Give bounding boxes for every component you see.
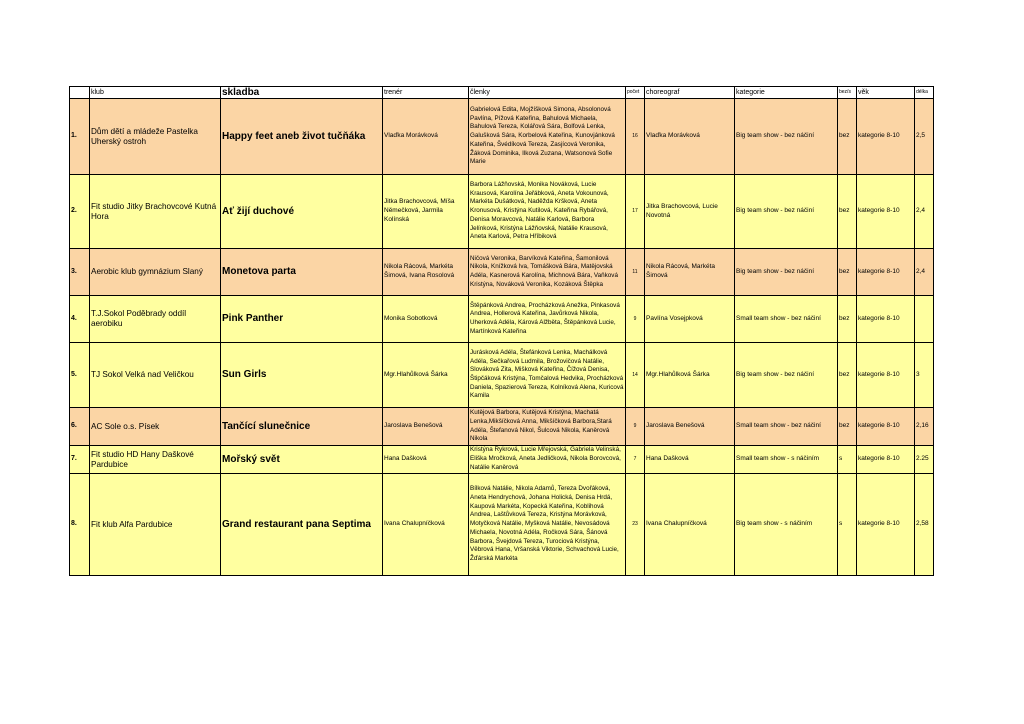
length-cell: 2,4 bbox=[915, 249, 934, 296]
trainer-cell: Mgr.Hlahůlková Šárka bbox=[383, 343, 469, 408]
choreographer-cell: Hana Dašková bbox=[645, 446, 735, 474]
composition-cell: Happy feet aneb život tučňáka bbox=[221, 99, 383, 175]
header-num bbox=[70, 87, 90, 99]
table-row bbox=[70, 249, 934, 296]
category-cell: Big team show - bez náčiní bbox=[735, 343, 838, 408]
header-choreograf: choreograf bbox=[645, 87, 735, 99]
choreographer-cell: Mgr.Hlahůlková Šárka bbox=[645, 343, 735, 408]
header-delka: délka bbox=[915, 87, 934, 99]
trainer-cell: Ivana Chalupníčková bbox=[383, 474, 469, 576]
row-number: 5. bbox=[70, 343, 90, 408]
composition-cell: Mořský svět bbox=[221, 446, 383, 474]
table-row bbox=[70, 175, 934, 249]
category-cell: Small team show - bez náčiní bbox=[735, 408, 838, 446]
members-cell: Štěpánková Andrea, Procházková Anežka, Pinkasová Andrea, Hollerová Kateřina, Javůrková Nikola, Uherková Adéla, Kárová Alžběta, Štěpánková Lucie, Martínková Kateřina bbox=[469, 296, 626, 343]
header-clenky: členky bbox=[469, 87, 626, 99]
header-trener: trenér bbox=[383, 87, 469, 99]
category-cell: Big team show - bez náčiní bbox=[735, 175, 838, 249]
category-cell: Big team show - bez náčiní bbox=[735, 99, 838, 175]
trainer-cell: Vlaďka Morávková bbox=[383, 99, 469, 175]
club-cell: Fit studio HD Hany Daškové Pardubice bbox=[90, 446, 221, 474]
trainer-cell: Nikola Rácová, Markéta Šimová, Ivana Rosolová bbox=[383, 249, 469, 296]
props-cell: s bbox=[838, 446, 857, 474]
table-row bbox=[70, 474, 934, 576]
length-cell: 2,4 bbox=[915, 175, 934, 249]
props-cell: bez bbox=[838, 343, 857, 408]
count-cell: 7 bbox=[626, 446, 645, 474]
header-pocet: počet bbox=[626, 87, 645, 99]
composition-cell: Monetova parta bbox=[221, 249, 383, 296]
age-cell: kategorie 8-10 bbox=[857, 408, 915, 446]
length-cell: 2.25 bbox=[915, 446, 934, 474]
age-cell: kategorie 8-10 bbox=[857, 296, 915, 343]
composition-cell: Grand restaurant pana Septima bbox=[221, 474, 383, 576]
club-cell: Aerobic klub gymnázium Slaný bbox=[90, 249, 221, 296]
trainer-cell: Monika Sobotková bbox=[383, 296, 469, 343]
club-cell: Fit klub Alfa Pardubice bbox=[90, 474, 221, 576]
props-cell: bez bbox=[838, 408, 857, 446]
choreographer-cell: Vlaďka Morávková bbox=[645, 99, 735, 175]
props-cell: bez bbox=[838, 296, 857, 343]
age-cell: kategorie 8-10 bbox=[857, 446, 915, 474]
age-cell: kategorie 8-10 bbox=[857, 249, 915, 296]
choreographer-cell: Pavlína Vosejpková bbox=[645, 296, 735, 343]
age-cell: kategorie 8-10 bbox=[857, 343, 915, 408]
choreographer-cell: Jitka Brachovcová, Lucie Novotná bbox=[645, 175, 735, 249]
header-row bbox=[70, 87, 934, 99]
members-cell: Ničová Veronika, Barvíková Kateřina, Šamonilová Nikola, Knížková Iva, Tomášková Bára, Matějovská Adéla, Kasnerová Karolína, Michnová Bára, Vaňková Kristýna, Nováková Veronika, Kozáková Štěpka bbox=[469, 249, 626, 296]
row-number: 4. bbox=[70, 296, 90, 343]
age-cell: kategorie 8-10 bbox=[857, 474, 915, 576]
props-cell: bez bbox=[838, 175, 857, 249]
length-cell: 2,58 bbox=[915, 474, 934, 576]
members-cell: Gabrielová Edita, Mojžíšková Simona, Absolonová Pavlína, Pížová Kateřina, Bahulová Michaela, Bahulová Tereza, Kolářová Sára, Bolfová Lenka, Galušková Sára, Korbelová Kateřina, Kunovjánková Kateřina, Švédíková Tereza, Zasjícová Veronika, Žáková Dominika, Ilková Zuzana, Watsonová Sofie Marie bbox=[469, 99, 626, 175]
table-row bbox=[70, 446, 934, 474]
choreographer-cell: Jaroslava Benešová bbox=[645, 408, 735, 446]
props-cell: bez bbox=[838, 99, 857, 175]
row-number: 2. bbox=[70, 175, 90, 249]
header-klub: klub bbox=[90, 87, 221, 99]
registration-table bbox=[69, 86, 934, 576]
age-cell: kategorie 8-10 bbox=[857, 175, 915, 249]
count-cell: 11 bbox=[626, 249, 645, 296]
header-skladba: skladba bbox=[221, 87, 383, 99]
members-cell: Bílková Natálie, Nikola Adamů, Tereza Dvořáková, Aneta Hendrychová, Johana Holická, Denisa Hrdá, Kaupová Markéta, Kopecká Kateřina, Koblihová Andrea, Laštůvková Tereza, Kristýna Morávková, Motyčková Natálie, Myšková Natálie, Nevosádová Michaela, Novotná Adéla, Ročková Sára, Šánová Barbora, Švejdová Tereza, Turociová Kristýna, Věbrová Hana, Vršanská Viktorie, Schvachová Lucie, Žďárská Markéta bbox=[469, 474, 626, 576]
row-number: 6. bbox=[70, 408, 90, 446]
count-cell: 23 bbox=[626, 474, 645, 576]
age-cell: kategorie 8-10 bbox=[857, 99, 915, 175]
club-cell: Dům dětí a mládeže Pastelka Uherský ostroh bbox=[90, 99, 221, 175]
composition-cell: Sun Girls bbox=[221, 343, 383, 408]
count-cell: 17 bbox=[626, 175, 645, 249]
length-cell: 3 bbox=[915, 343, 934, 408]
row-number: 3. bbox=[70, 249, 90, 296]
length-cell: 2,16 bbox=[915, 408, 934, 446]
trainer-cell: Hana Dašková bbox=[383, 446, 469, 474]
header-bezs: bez/s bbox=[838, 87, 857, 99]
composition-cell: Pink Panther bbox=[221, 296, 383, 343]
trainer-cell: Jaroslava Benešová bbox=[383, 408, 469, 446]
row-number: 8. bbox=[70, 474, 90, 576]
members-cell: Jurásková Adéla, Štefánková Lenka, Machálková Adéla, Sečkařová Ludmila, Brožovičová Natálie, Slováková Zita, Mišková Kateřina, Čížová Denisa, Štipčáková Kristýna, Tomčalová Hedvika, Procházková Daniela, Spazierová Tereza, Kolníková Alena, Kuricová Kamila bbox=[469, 343, 626, 408]
count-cell: 9 bbox=[626, 408, 645, 446]
choreographer-cell: Ivana Chalupníčková bbox=[645, 474, 735, 576]
row-number: 1. bbox=[70, 99, 90, 175]
club-cell: Fit studio Jitky Brachovcové Kutná Hora bbox=[90, 175, 221, 249]
members-cell: Kutějová Barbora, Kutějová Kristýna, Machatá Lenka,Mikšíčková Anna, Mikšíčková Barbora,Stará Adéla, Štefanová Nikol, Šulcová Nikola, Kaněrová Nikola bbox=[469, 408, 626, 446]
count-cell: 16 bbox=[626, 99, 645, 175]
header-vek: věk bbox=[857, 87, 915, 99]
table-row bbox=[70, 99, 934, 175]
category-cell: Big team show - s náčiním bbox=[735, 474, 838, 576]
trainer-cell: Jitka Brachovcová, Míša Němečková, Jarmila Kolínská bbox=[383, 175, 469, 249]
category-cell: Small team show - s náčiním bbox=[735, 446, 838, 474]
count-cell: 14 bbox=[626, 343, 645, 408]
members-cell: Barbora Lážňovská, Monika Nováková, Lucie Krausová, Karolína Jeřábková, Aneta Vokounová, Markéta Dušátková, Naděžda Kršková, Aneta Kronusová, Kristýna Kutilová, Kateřina Rybářová, Denisa Moravcová, Natálie Karlová, Barbora Jelínková, Kristýna Lážňovská, Natálie Krausová, Aneta Karlová, Petra Hříbiková bbox=[469, 175, 626, 249]
category-cell: Small team show - bez náčiní bbox=[735, 296, 838, 343]
club-cell: TJ Sokol Velká nad Veličkou bbox=[90, 343, 221, 408]
table-row bbox=[70, 296, 934, 343]
row-number: 7. bbox=[70, 446, 90, 474]
category-cell: Big team show - bez náčiní bbox=[735, 249, 838, 296]
composition-cell: Tančící slunečnice bbox=[221, 408, 383, 446]
length-cell bbox=[915, 296, 934, 343]
table-row bbox=[70, 408, 934, 446]
club-cell: AC Sole o.s. Písek bbox=[90, 408, 221, 446]
table-row bbox=[70, 343, 934, 408]
count-cell: 9 bbox=[626, 296, 645, 343]
composition-cell: Ať žijí duchové bbox=[221, 175, 383, 249]
length-cell: 2,5 bbox=[915, 99, 934, 175]
club-cell: T.J.Sokol Poděbrady oddíl aerobiku bbox=[90, 296, 221, 343]
members-cell: Kristýna Rykrová, Lucie Mřejovská, Gabriela Velinská, Eliška Mročková, Aneta Jedličková, Nikola Borovcová, Natálie Kaněrová bbox=[469, 446, 626, 474]
props-cell: s bbox=[838, 474, 857, 576]
choreographer-cell: Nikola Rácová, Markéta Šimová bbox=[645, 249, 735, 296]
header-kategorie: kategorie bbox=[735, 87, 838, 99]
props-cell: bez bbox=[838, 249, 857, 296]
